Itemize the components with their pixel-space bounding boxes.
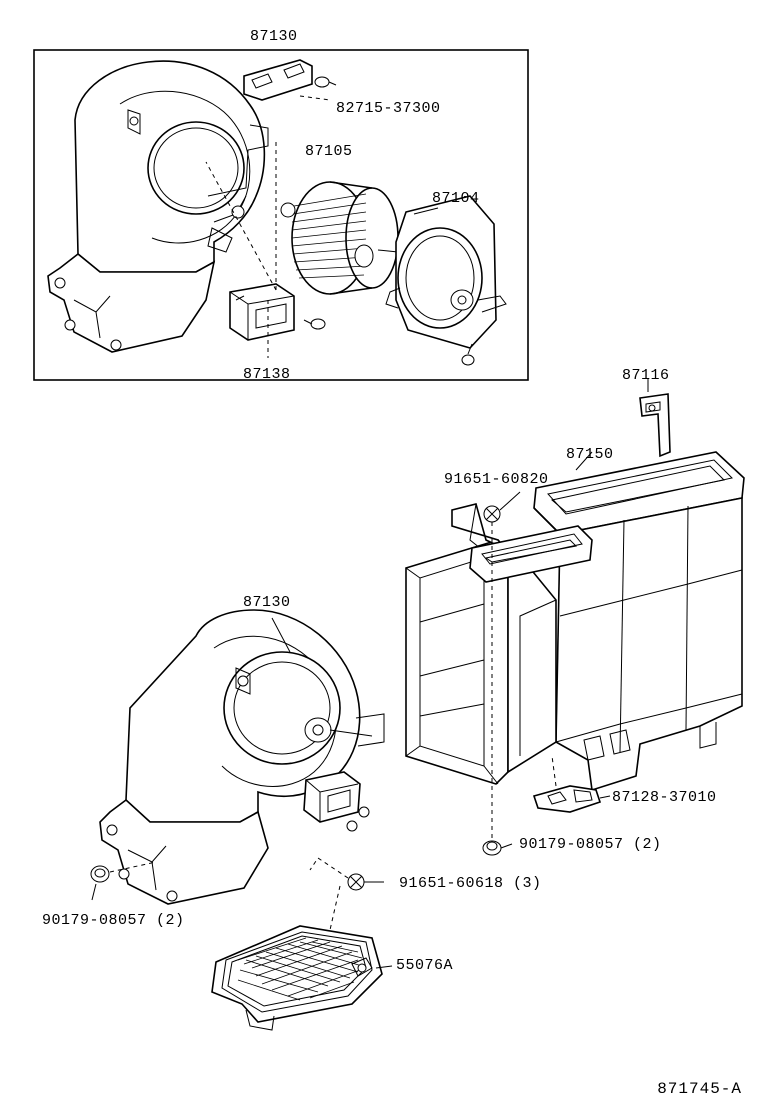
label-87150: 87150 [566,446,614,463]
label-90179-08057-a: 90179-08057 (2) [42,912,185,929]
label-87128-37010: 87128-37010 [612,789,717,806]
label-55076A: 55076A [396,957,454,974]
label-87130-top: 87130 [250,28,298,45]
case-87150-art [406,452,744,790]
label-91651-60618: 91651-60618 (3) [399,875,542,892]
label-82715-37300: 82715-37300 [336,100,441,117]
label-87104: 87104 [432,190,480,207]
label-87138: 87138 [243,366,291,383]
label-87105: 87105 [305,143,353,160]
clamp-87116-art [640,394,670,456]
label-91651-60820: 91651-60820 [444,471,549,488]
label-87116: 87116 [622,367,670,384]
screw-91651-60618-art [310,858,384,930]
label-90179-08057-b: 90179-08057 (2) [519,836,662,853]
filter-55076A-art [212,926,392,1030]
nut-90179-08057-b-art [483,841,512,855]
blower-housing-lower [100,610,384,904]
label-87130-lower: 87130 [243,594,291,611]
diagram-code: 871745-A [657,1080,742,1098]
